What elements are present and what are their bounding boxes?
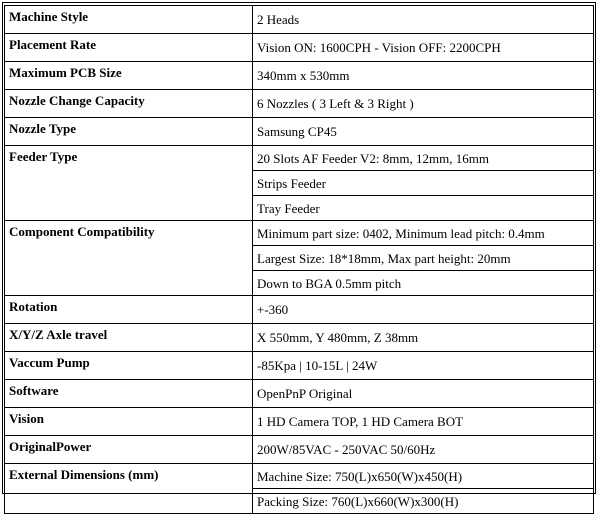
spec-label: Rotation — [5, 296, 253, 324]
spec-label: Nozzle Type — [5, 118, 253, 146]
spec-value: Packing Size: 760(L)x660(W)x300(H) — [253, 489, 594, 514]
spec-label: Nozzle Change Capacity — [5, 90, 253, 118]
spec-row — [5, 221, 594, 246]
spec-label: X/Y/Z Axle travel — [5, 324, 253, 352]
spec-label: Placement Rate — [5, 34, 253, 62]
spec-row — [5, 380, 594, 408]
spec-value: Down to BGA 0.5mm pitch — [253, 271, 594, 296]
spec-value: 20 Slots AF Feeder V2: 8mm, 12mm, 16mm — [253, 146, 594, 171]
specifications-table-body — [5, 6, 594, 514]
spec-row — [5, 6, 594, 34]
spec-value: 1 HD Camera TOP, 1 HD Camera BOT — [253, 408, 594, 436]
spec-value: 6 Nozzles ( 3 Left & 3 Right ) — [253, 90, 594, 118]
spec-value: Vision ON: 1600CPH - Vision OFF: 2200CPH — [253, 34, 594, 62]
spec-label: Feeder Type — [5, 146, 253, 221]
spec-label: Software — [5, 380, 253, 408]
spec-row — [5, 62, 594, 90]
spec-label: Vision — [5, 408, 253, 436]
spec-value: -85Kpa | 10-15L | 24W — [253, 352, 594, 380]
spec-label: External Dimensions (mm) — [5, 464, 253, 514]
spec-row — [5, 146, 594, 171]
spec-value: OpenPnP Original — [253, 380, 594, 408]
spec-label: Vaccum Pump — [5, 352, 253, 380]
spec-row — [5, 408, 594, 436]
spec-value: Samsung CP45 — [253, 118, 594, 146]
spec-value: Minimum part size: 0402, Minimum lead pitch: 0.4mm — [253, 221, 594, 246]
spec-value: +-360 — [253, 296, 594, 324]
spec-value: Largest Size: 18*18mm, Max part height: 20mm — [253, 246, 594, 271]
spec-value: Machine Size: 750(L)x650(W)x450(H) — [253, 464, 594, 489]
spec-row — [5, 34, 594, 62]
spec-row — [5, 464, 594, 489]
specifications-table — [4, 5, 594, 514]
spec-row — [5, 296, 594, 324]
spec-value: Tray Feeder — [253, 196, 594, 221]
spec-label: Machine Style — [5, 6, 253, 34]
spec-row — [5, 118, 594, 146]
spec-value: X 550mm, Y 480mm, Z 38mm — [253, 324, 594, 352]
spec-value: 200W/85VAC - 250VAC 50/60Hz — [253, 436, 594, 464]
spec-row — [5, 324, 594, 352]
spec-label: Maximum PCB Size — [5, 62, 253, 90]
spec-value: 2 Heads — [253, 6, 594, 34]
spec-value: 340mm x 530mm — [253, 62, 594, 90]
spec-label: Component Compatibility — [5, 221, 253, 296]
spec-value: Strips Feeder — [253, 171, 594, 196]
spec-row — [5, 90, 594, 118]
spec-label: OriginalPower — [5, 436, 253, 464]
spec-row — [5, 436, 594, 464]
spec-row — [5, 352, 594, 380]
